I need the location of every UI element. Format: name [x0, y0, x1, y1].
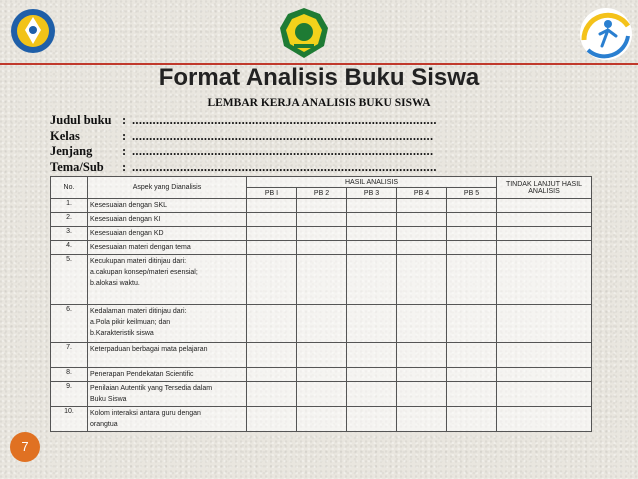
field-jenjang: Jenjang : ........................................................................................ — [50, 144, 434, 158]
table-row: 1. Kesesuaian dengan SKL — [51, 199, 592, 213]
field-label: Kelas — [50, 128, 80, 143]
table-row: 8. Penerapan Pendekatan Scientific — [51, 368, 592, 382]
field-label: Tema/Sub — [50, 159, 104, 174]
table-row: 6. Kedalaman materi ditinjau dari: a.Pola pikir keilmuan; dan b.Karakteristik siswa — [51, 305, 592, 343]
field-blank: ......................................................................................... — [132, 159, 437, 174]
table-row: 4. Kesesuaian materi dengan tema — [51, 241, 592, 255]
col-header-no: No. — [51, 177, 88, 199]
col-header-pb: PB 5 — [447, 188, 497, 199]
col-header-pb: PB 3 — [347, 188, 397, 199]
page-title: Format Analisis Buku Siswa — [158, 64, 480, 91]
col-header-tindak: TINDAK LANJUT HASIL ANALISIS — [497, 177, 592, 199]
field-tema-sub: Tema/Sub : ......................................................................................... — [50, 159, 437, 174]
table-row: 5. Kecukupan materi ditinjau dari: a.cakupan konsep/materi esensial; b.alokasi waktu. — [51, 255, 592, 305]
field-blank: ......................................................................................... — [132, 113, 437, 127]
worksheet-subtitle: LEMBAR KERJA ANALISIS BUKU SISWA — [207, 97, 431, 109]
field-judul-buku: Judul buku : ......................................................................................... — [50, 113, 437, 127]
field-kelas: Kelas : ........................................................................................ — [50, 128, 434, 143]
kurikulum-2013-logo-icon — [578, 6, 634, 62]
col-header-aspek: Aspek yang Dianalisis — [88, 177, 247, 199]
book-info-fields — [50, 113, 437, 175]
analysis-table — [50, 176, 592, 432]
col-header-pb: PB I — [247, 188, 297, 199]
field-label: Jenjang — [50, 144, 93, 158]
table-row: 7. Keterpaduan berbagai mata pelajaran — [51, 343, 592, 368]
table-row: 3. Kesesuaian dengan KD — [51, 227, 592, 241]
table-row: 10. Kolom interaksi antara guru dengan orangtua — [51, 407, 592, 432]
field-blank: ........................................................................................ — [132, 128, 434, 143]
table-row: 2. Kesesuaian dengan KI — [51, 213, 592, 227]
page-number-badge: 7 — [10, 432, 40, 462]
col-header-pb: PB 2 — [297, 188, 347, 199]
col-header-pb: PB 4 — [397, 188, 447, 199]
tut-wuri-handayani-logo-icon — [10, 8, 56, 54]
col-header-hasil: HASIL ANALISIS — [247, 177, 497, 188]
table-row: 9. Penilaian Autentik yang Tersedia dalam Buku Siswa — [51, 382, 592, 407]
field-blank: ........................................................................................ — [132, 144, 434, 158]
field-label: Judul buku — [50, 113, 112, 127]
kemenag-logo-icon — [276, 6, 332, 60]
